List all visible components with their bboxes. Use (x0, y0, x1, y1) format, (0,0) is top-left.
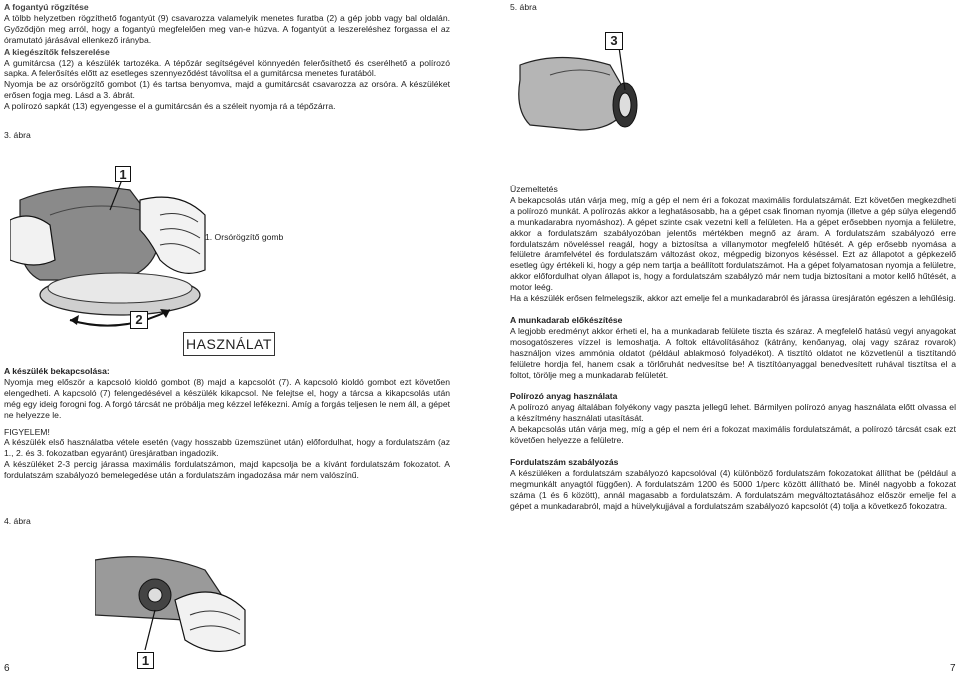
accessories-paragraph-3: A polírozó sapkát (13) egyengesse el a gumitárcsán és a széleit nyomja rá a tépőzárra. (4, 101, 336, 112)
page-number-right: 7 (950, 663, 956, 674)
start-section (4, 366, 450, 481)
figure-3-image (10, 160, 210, 340)
figure-5-callout-3: 3 (605, 32, 623, 50)
accessories-paragraph-2: Nyomja be az orsórögzítő gombot (1) és tartsa benyomva, majd a gumitárcsát csavarozza az orsóra. A készüléket erősen fogja meg. Lásd a 3. ábrát. (4, 79, 450, 101)
workpiece-title: A munkadarab előkészítése (510, 314, 623, 325)
paste-title: Polírozó anyag használata (510, 391, 618, 402)
operation-text: A bekapcsolás után várja meg, míg a gép el nem éri a fokozat maximális fordulatszámát. Ezt követően megkezdheti a polírozó munkát. A polírozás akkor a leghatásosabb, ha a gépet csak finoman nyomja (illetve a gép súlya elegendő a munkadarabra nyomáshoz). A gépet szinte csak vezetni kell a felületen. Ha a gépet erősebben nyomja a felületre, akkor a fordulatszám szabályozóban jelentős mértékben megnő az áram. A fordulatszám szabályozó erre fordulatszám növeléssel reagál, hogy a biztosítsa a villanymotor megfelelő hűtését. A gép erősebb nyomása a felületre áramfelvétel és fordulatszám változást okoz, mégpedig bizonyos késéssel. Ezt az állapotot a gépkezelő esetleg úgy értékeli ki, hogy a gép nem tartja a beállított fordulatszámot. Ha a gépet folyamatosan nyomja a felületre, akkor előfordulhat olyan állapot is, hogy a fordulatszám szabályzó már nem tudja biztosítani a motor kellő hűtését, a motor leég. (510, 194, 956, 293)
figure-3-callout-1: 1 (115, 166, 131, 182)
accessories-title: A kiegészítők felszerelése (4, 46, 110, 57)
warning-text: A készülék első használatba vétele esetén (vagy hosszabb üzemszünet után) előfordulhat, hogy a fordulatszám (az 1., 2. és 3. fokozatban egyaránt) üresjáratban ingadozik. (4, 437, 450, 459)
figure-4-callout-1: 1 (137, 652, 154, 669)
speed-text: A készüléken a fordulatszám szabályozó kapcsolóval (4) különböző fordulatszám fokozatokat állíthat be (például a megmunkált anyagtól függően). A fordulatszám 1200 és 5000 1/perc között állítható be. Minél nagyobb a fokozat száma (1 és 6 között), annál magasabb a fordulatszám. A fordulatszám megváltoztatásához először emelje fel a gépet a munkadarabról, majd a hüvelykujjával a fordulatszám szabályozó kapcsolót (4) tolja a következő fokozatra. (510, 467, 956, 511)
left-column (4, 2, 450, 112)
right-column (510, 184, 956, 511)
figure-3-caption: 3. ábra (4, 130, 31, 140)
workpiece-text: A legjobb eredményt akkor érheti el, ha a munkadarab felülete tiszta és száraz. A megfelelő hatású vegyi anyagokat mosogatószeres vízzel is lemoshatja. A foltok eltávolításához (kátrány, kenőanyag, olaj vagy száraz rovarok) használjon vizes ammónia oldatot (például ablakmosó folyadékot). A tisztító oldatot ne közvetlenül a tisztítandó felületre hordja fel, hanem csak a törlőruhát nedvesítse be! A tisztítóanyaggal benedvesített ruhával tisztítsa el a foltot, törölje meg a munkadarab felületét. (510, 325, 956, 380)
accessories-paragraph-1: A gumitárcsa (12) a készülék tartozéka. A tépőzár segítségével könnyedén felerősíthető és cserélhető a polírozó sapka. A felerősítés előtt az esetleges szennyeződést távolítsa el a gumitárcsa menetes furatából. (4, 57, 450, 79)
figure-3-label: 1. Orsórögzítő gomb (205, 232, 284, 242)
speed-title: Fordulatszám szabályozás (510, 456, 619, 467)
grip-title: A fogantyú rögzítése (4, 2, 89, 12)
operation-title: Üzemeltetés (510, 184, 558, 194)
figure-5-caption: 5. ábra (510, 2, 537, 12)
grip-text: A tölbb helyzetben rögzíthető fogantyút (9) csavarozza valamelyik menetes furatba (2) a gép jobb vagy bal oldalán. Győződjön meg arról, hogy a fogantyú megfelelően meg van-e húzva. A fogantyút a leszereléshez forgassa el az óramutató járásával ellenkező irányba. (4, 12, 450, 45)
figure-4-image (95, 540, 285, 675)
figure-3-callout-2: 2 (130, 311, 148, 329)
figure-4-drawing (95, 540, 285, 675)
paste-text-2: A bekapcsolás után várja meg, míg a gép el nem éri a fokozat maximális fordulatszámát, a polírozó tárcsát csak ezt követően helyezze a felületre. (510, 424, 956, 446)
section-banner: HASZNÁLAT (183, 332, 275, 356)
paste-text: A polírozó anyag általában folyékony vagy paszta jellegű lehet. Bármilyen polírozó anyag használata előtt olvassa el a készítmény használati utasítását. (510, 402, 956, 424)
figure-5-drawing (510, 20, 660, 150)
warning-title: FIGYELEM! (4, 426, 50, 437)
warning-text-2: A készüléket 2-3 percig járassa maximális fordulatszámon, majd kapcsolja be a kívánt fordulatszám fokozatot. A fordulatszám szabályozó bemelegedése után a fordulatszám ingadozása már nem valószínű. (4, 459, 450, 481)
start-text: Nyomja meg először a kapcsoló kioldó gombot (8) majd a kapcsolót (7). A kapcsoló kioldó gombot ezt követően elengedheti. A kapcsoló (7) felengedésével a készülék kikapcsol. Ne felejtse el, hogy a tárcsa a kikapcsolás után még egy ideig forogni fog. A forgó tárcsát ne próbálja meg kézzel lefékezni. Amíg a forgás teljesen le nem áll, a gépet ne helyezze le. (4, 376, 450, 420)
operation-text-2: Ha a készülék erősen felmelegszik, akkor azt emelje fel a munkadarabról és járassa üresjáratón egészen a lehűlésig. (510, 293, 956, 304)
page-number-left: 6 (4, 663, 10, 674)
figure-3-drawing (10, 160, 210, 340)
figure-4-caption: 4. ábra (4, 516, 31, 526)
figure-5-image (510, 20, 660, 150)
start-title: A készülék bekapcsolása: (4, 366, 110, 376)
